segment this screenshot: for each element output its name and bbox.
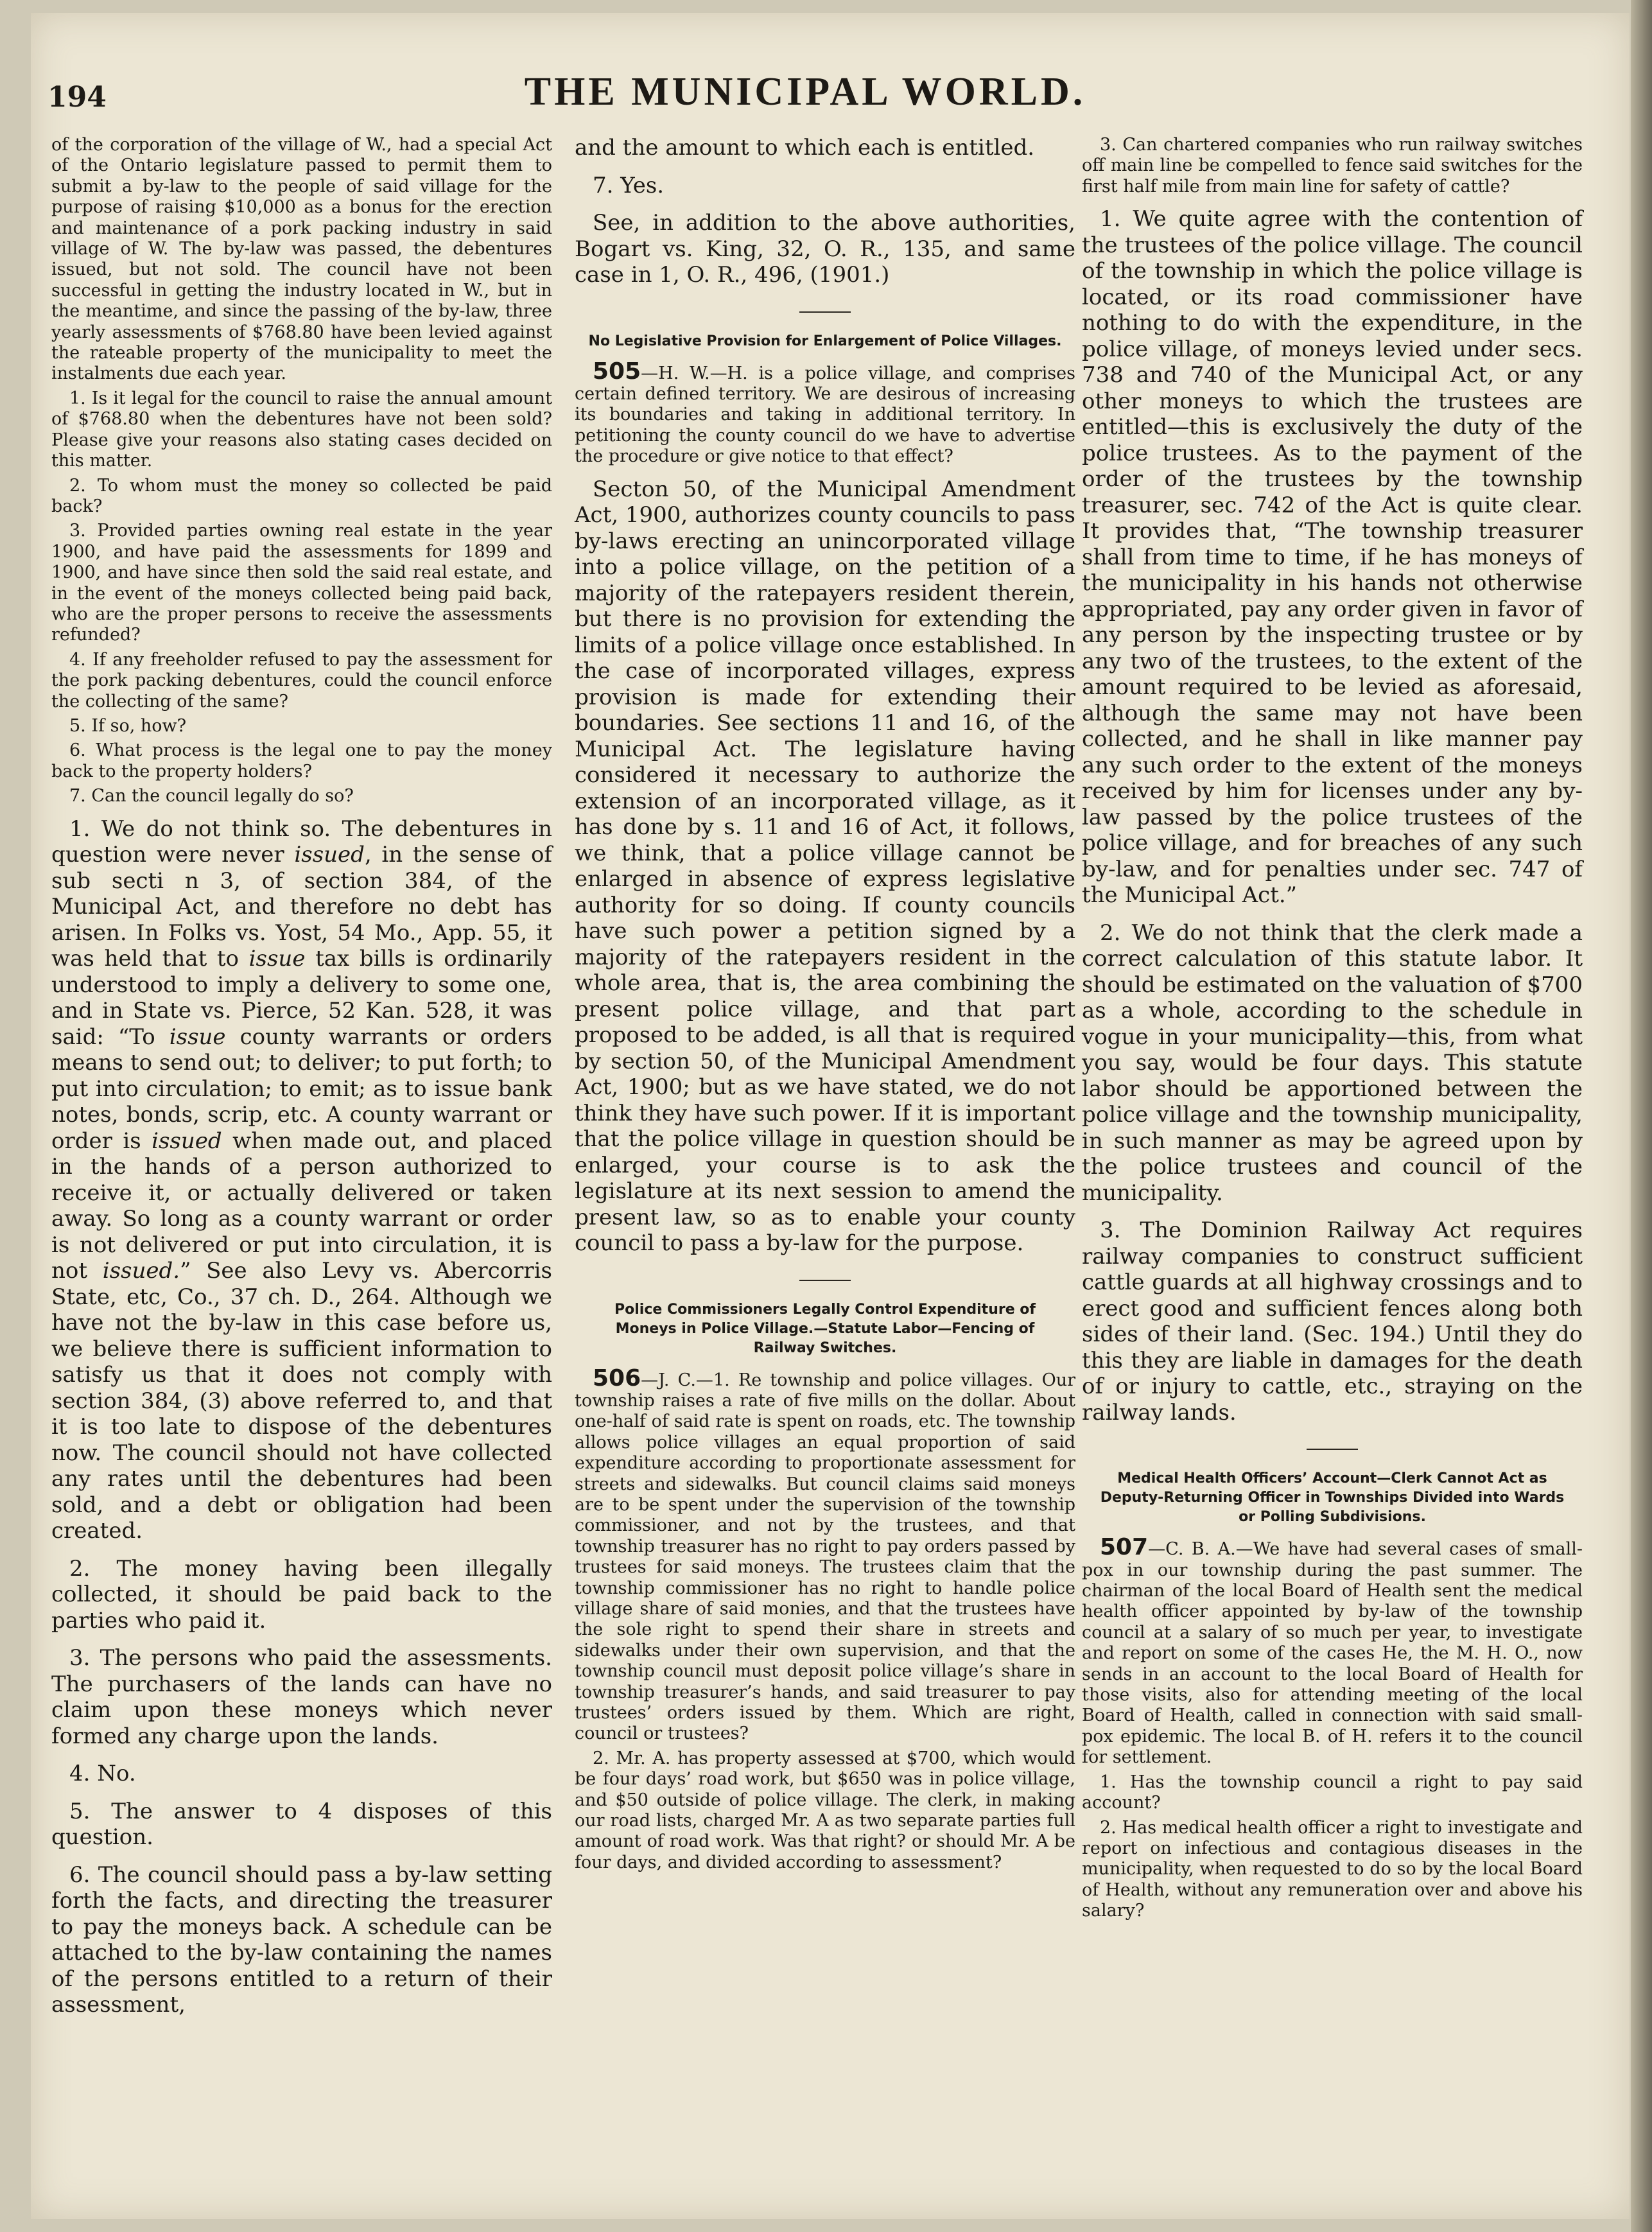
answer-2: 2. The money having been illegally collected, it should be paid back to the parties who paid it. [51, 1555, 552, 1634]
answer-6: 6. The council should pass a by-law setting forth the facts, and directing the treasurer to pay the moneys back. A schedule can be attached to the by-law containing the names of the persons entitled to a return of their assessment, [51, 1861, 552, 2018]
answer-see-also: See, in addition to the above authorities, Bogart vs. King, 32, O. R., 135, and same case in 1, O. R., 496, (1901.) [575, 210, 1075, 288]
question-number-506: 506 [593, 1364, 641, 1391]
column-3 [1082, 135, 1583, 1922]
answer-1-text-c: tax bills is ordinarily understood to imply a delivery to some one, and in State vs. Pierce, 52 Kan. 528, it was said: “To [51, 946, 552, 1050]
question-5: 5. If so, how? [69, 715, 187, 736]
question-506-1-text: —J. C.—1. Re township and police villages. Our township raises a rate of five mills on the dollar. About one-half of said rate is spent on roads, etc. The township allows police villages an equal proportion of said expenditure according to proportionate assessment for streets and sidewalks. But council claims said moneys are to be spent under the supervision of the township commissioner, and not by the trustees, and that township treasurer has no right to pay orders passed by trustees for said moneys. The trustees claim that the township commissioner has no right to handle police village share of said monies, and that the trustees have the sole right to spend their share in streets and sidewalks under their own supervision, and that the township council must deposit police village’s share in township treasurer’s hands, and said treasurer to pay trustees’ orders issued by them. Which are right, council or trustees? [575, 1370, 1075, 1744]
heading-506: Police Commissioners Legally Control Expenditure of Moneys in Police Village.—Statute Labor—Fencing of Railway Switches. [614, 1301, 1036, 1356]
question-6: 6. What process is the legal one to pay the money back to the property holders? [51, 740, 552, 781]
book-spine [1631, 0, 1652, 2232]
answer-3: 3. The persons who paid the assessments. The purchasers of the lands can have no claim upon these moneys which never formed any charge upon the lands. [51, 1645, 552, 1749]
question-intro: of the corporation of the village of W., had a special Act of the Ontario legislature passed to permit them to submit a by-law to the people of said village for the purpose of raising $10,000 as a bonus for the erection and maintenance of a pork packing industry in said village of W. The by-law was passed, the debentures issued, but not sold. The council have not been successful in getting the industry located in W., but in the meantime, and since the passing of the by-law, three yearly assessments of $768.80 have been levied against the rateable property of the municipality to meet the instalments due each year. [51, 135, 552, 384]
question-1: 1. Is it legal for the council to raise the annual amount of $768.80 when the debentures have not been sold? Please give your reasons also stating cases decided on this matter. [51, 388, 552, 471]
question-507-1: 1. Has the township council a right to pay said account? [1082, 1772, 1583, 1813]
answer-505: Secton 50, of the Municipal Amendment Act, 1900, authorizes county councils to pass by-laws erecting an unincorporated village into a police village, on the petition of a majority of the ratepayers resident therein, but there is no provision for extending the limits of a police village once established. In the case of incorporated villages, express provision is made for extending their boundaries. See sections 11 and 16, of the Municipal Act. The legislature having considered it necessary to authorize the extension of an incorporated village, as it has done by s. 11 and 16 of Act, it follows, we think, that a police village cannot be enlarged in absence of express legislative authority for so doing. If county councils have such power a petition signed by a majority of the ratepayers resident in the whole area, that is, the area combining the present police village, and that part proposed to be added, is all that is required by section 50, of the Municipal Amendment Act, 1900; but as we have stated, we do not think they have such power. If it is important that the police village in question should be enlarged, your course is to ask the legislature at its next session to amend the present law, so as to enable your county council to pass a by-law for the purpose. [575, 476, 1075, 1257]
question-3: 3. Provided parties owning real estate in the year 1900, and have paid the assessments for 1899 and 1900, and have since then sold the said real estate, and in the event of the moneys collected being paid back, who are the proper persons to receive the assessments refunded? [51, 521, 552, 645]
column-1 [51, 135, 552, 2018]
answer-1-text-e: when made out, and placed in the hands of a person authorized to receive it, or actually delivered or taken away. So long as a county warrant or order is not delivered or put into circulation, it is not [51, 1128, 552, 1284]
column-2 [575, 135, 1075, 1873]
answer-1-italic-issue: issue [248, 946, 306, 972]
question-506-2: 2. Mr. A. has property assessed at $700, which would be four days’ road work, but $650 was in police village, and $50 outside of police village. The clerk, in making our road lists, charged Mr. A as two separate parties full amount of road work. Was that right? or should Mr. A be four days, and divided according to assessment? [575, 1748, 1075, 1872]
answer-1-text-a: 1. We do not think so. The debentures in question were never [51, 815, 552, 868]
section-divider [799, 1280, 851, 1281]
answer-1 [51, 816, 552, 1544]
answer-1-italic-issue-2: issue [169, 1024, 226, 1050]
section-divider [1307, 1449, 1358, 1450]
answer-4: 4. No. [69, 1761, 136, 1787]
answer-506-2: 2. We do not think that the clerk made a correct calculation of this statute labor. It should be estimated on the valuation of $700 as a whole, according to the schedule in vogue in your municipality—this, from what you say, would be four days. This statute labor should be apportioned between the police village and the township municipality, in such manner as may be agreed upon by the police trustees and council of the municipality. [1082, 920, 1583, 1206]
heading-507: Medical Health Officers’ Account—Clerk Cannot Act as Deputy-Returning Officer in Townships Divided into Wards or Polling Subdivisions. [1100, 1470, 1565, 1526]
question-506-1 [575, 1364, 1075, 1745]
page-header [48, 68, 1563, 119]
section-divider [799, 311, 851, 313]
question-507-text: —C. B. A.—We have had several cases of small-pox in our township during the past summer. The chairman of the local Board of Health sent the medical health officer appointed by by-law of the township council at a salary of so much per year, to investigate and report on some of the cases He, the M. H. O., now sends in an account to the local Board of Health for those visits, also for attending meeting of the local Board of Health, called in connection with said small-pox epidemic. The local B. of H. refers it to the council for settlement. [1082, 1539, 1583, 1768]
answer-1-italic-issued-3: issued. [102, 1258, 180, 1284]
question-7: 7. Can the council legally do so? [69, 786, 354, 806]
answer-1-text-b: , in the sense of sub secti n 3, of section 384, of the Municipal Act, and therefore no debt has arisen. In Folks vs. Yost, 54 Mo., App. 55, it was held that to [51, 842, 552, 972]
question-506-3: 3. Can chartered companies who run railway switches off main line be compelled to fence said switches for the first half mile from main line for safety of cattle? [1082, 135, 1583, 196]
question-number-505: 505 [593, 358, 641, 385]
answer-5: 5. The answer to 4 disposes of this question. [51, 1798, 552, 1851]
answer-506-1: 1. We quite agree with the contention of the trustees of the police village. The council of the township in which the police village is located, or its road commissioner have nothing to do with the expenditure, in the police village, of moneys levied under secs. 738 and 740 of the Municipal Act, or any other moneys to which the trustees are entitled—this is exclusively the duty of the police trustees. As to the payment of the order of the trustees by the township treasurer, sec. 742 of the Act is quite clear. It provides that, “The township treasurer shall from time to time, if he has moneys of the municipality in his hands not otherwise appropriated, pay any order given in favor of any person by the inspecting trustee or by any two of the trustees, to the extent of the amount required to be levied as aforesaid, although the same may not have been collected, and he shall in like manner pay any such order to the extent of the moneys received by him for licenses under any by-law passed by the police trustees of the police village, and for breaches of any such by-law, and for penalties under sec. 747 of the Municipal Act.” [1082, 206, 1583, 909]
page-number: 194 [48, 81, 107, 114]
journal-title: THE MUNICIPAL WORLD. [524, 70, 1086, 114]
question-507-2: 2. Has medical health officer a right to investigate and report on infectious and contagious diseases in the municipality, when requested to do so by the local Board of Health, without any remuneration over and above his salary? [1082, 1817, 1583, 1921]
answer-1-italic-issued-2: issued [152, 1128, 222, 1154]
answer-1-text-f: ” See also Levy vs. Abercorris State, etc, Co., 37 ch. D., 264. Although we have not the by-law in this case before us, we believe there is sufficient information to satisfy us that it does not comply with section 384, (3) above referred to, and that it is too late to dispose of the debentures now. The council should not have collected any rates until the debentures had been sold, and a debt or obligation had been created. [51, 1258, 552, 1544]
question-2: 2. To whom must the money so collected be paid back? [51, 475, 552, 516]
heading-505: No Legislative Provision for Enlargement of Police Villages. [588, 333, 1062, 349]
question-505 [575, 358, 1075, 467]
answer-506-3: 3. The Dominion Railway Act requires railway companies to construct sufficient cattle guards at all highway crossings and to erect good and sufficient fences along both sides of their land. (Sec. 194.) Until they do this they are liable in damages for the death of or injury to cattle, etc., straying on the railway lands. [1082, 1217, 1583, 1426]
question-507 [1082, 1534, 1583, 1768]
answer-1-text-d: county warrants or orders means to send out; to deliver; to put forth; to put into circulation; to emit; as to issue bank notes, bonds, scrip, etc. A county warrant or order is [51, 1024, 552, 1154]
answer-1-italic-issued: issued [294, 842, 365, 868]
question-4: 4. If any freeholder refused to pay the assessment for the pork packing debentures, could the council enforce the collecting of the same? [51, 649, 552, 711]
answer-6-continued: and the amount to which each is entitled. [575, 135, 1035, 161]
answer-7: 7. Yes. [593, 172, 665, 198]
question-number-507: 507 [1100, 1534, 1149, 1561]
question-505-text: —H. W.—H. is a police village, and comprises certain defined territory. We are desirous of increasing its boundaries and taking in additional territory. In petitioning the county council do we have to advertise the procedure or give notice to that effect? [575, 363, 1075, 467]
